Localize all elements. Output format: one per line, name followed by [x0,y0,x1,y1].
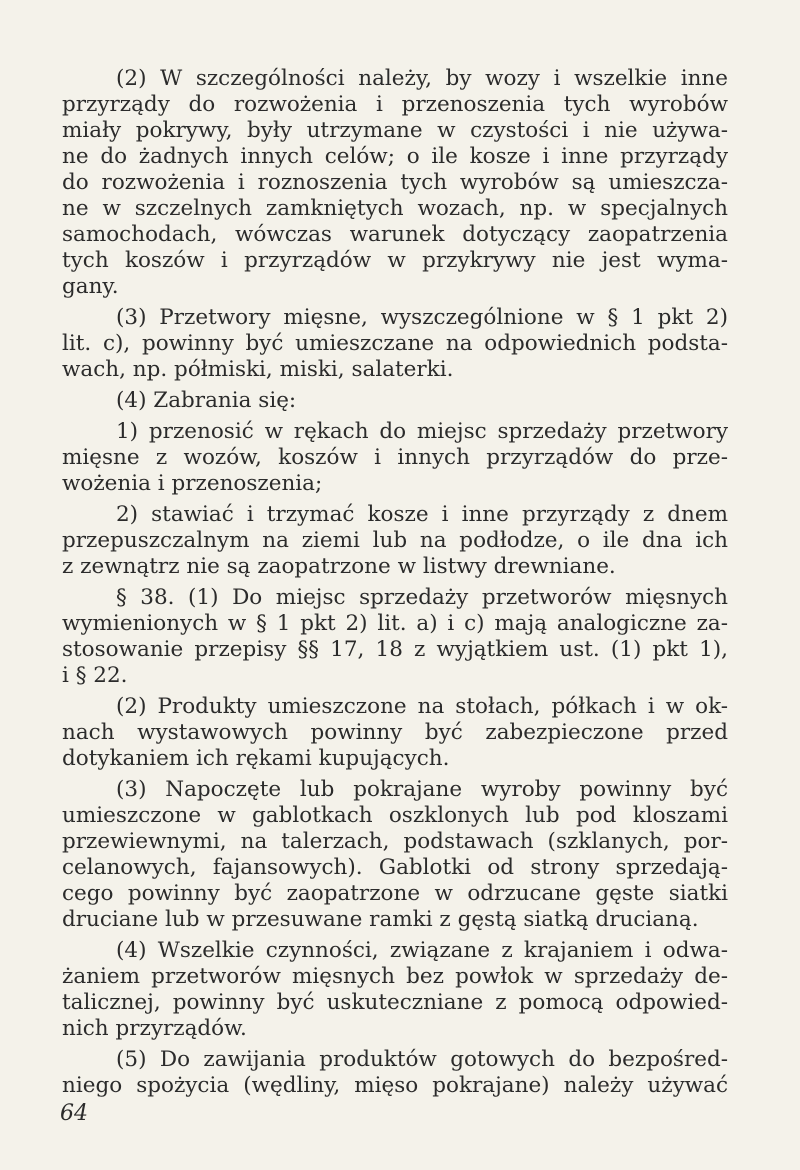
text-line: druciane lub w przesuwane ramki z gęstą siatką drucianą. [62,907,699,932]
text-line: (2) Produkty umieszczone na stołach, półkach i w ok- [116,694,728,719]
text-line: cego powinny być zaopatrzone w odrzucane gęste siatki [62,881,728,906]
text-line: nich przyrządów. [62,1016,247,1041]
text-line: stosowanie przepisy §§ 17, 18 z wyjątkiem ust. (1) pkt 1), [62,637,728,662]
text-line: mięsne z wozów, koszów i innych przyrządów do prze- [62,445,728,470]
text-line: 2) stawiać i trzymać kosze i inne przyrządy z dnem [116,502,728,527]
text-line: ne w szczelnych zamkniętych wozach, np. w specjalnych [62,196,728,221]
text-line: (4) Zabrania się: [116,388,297,413]
text-line: wymienionych w § 1 pkt 2) lit. a) i c) mają analogiczne za- [62,611,728,636]
text-line: (2) W szczególności należy, by wozy i wszelkie inne [116,66,728,91]
text-line: (4) Wszelkie czynności, związane z krajaniem i odwa- [116,938,728,963]
text-line: 1) przenosić w rękach do miejsc sprzedaży przetwory [116,419,728,444]
text-line: nach wystawowych powinny być zabezpieczone przed [62,720,728,745]
text-line: celanowych, fajansowych). Gablotki od strony sprzedają- [62,855,728,880]
text-line: przewiewnymi, na talerzach, podstawach (szklanych, por- [62,829,728,854]
text-line: przyrządy do rozwożenia i przenoszenia tych wyrobów [62,92,728,117]
text-line: (3) Przetwory mięsne, wyszczególnione w § 1 pkt 2) [116,305,728,330]
text-line: samochodach, wówczas warunek dotyczący zaopatrzenia [62,222,728,247]
text-line: lit. c), powinny być umieszczane na odpowiednich podsta- [62,331,728,356]
text-line: wożenia i przenoszenia; [62,471,323,496]
text-line: gany. [62,274,119,299]
text-line: tych koszów i przyrządów w przykrywy nie jest wyma- [62,248,728,273]
text-line: i § 22. [62,663,128,688]
text-line: miały pokrywy, były utrzymane w czystości i nie używa- [62,118,728,143]
page-number: 64 [60,1101,88,1126]
text-line: do rozwożenia i roznoszenia tych wyrobów są umieszcza- [62,170,728,195]
text-line: przepuszczalnym na ziemi lub na podłodze, o ile dna ich [62,528,728,553]
text-line: z zewnątrz nie są zaopatrzone w listwy drewniane. [62,554,616,579]
text-line: wach, np. półmiski, miski, salaterki. [62,357,454,382]
text-line: żaniem przetworów mięsnych bez powłok w sprzedaży de- [62,964,728,989]
text-line: (3) Napoczęte lub pokrajane wyroby powinny być [116,777,728,802]
text-line: ne do żadnych innych celów; o ile kosze i inne przyrządy [62,144,728,169]
text-line: § 38. (1) Do miejsc sprzedaży przetworów mięsnych [116,585,728,610]
text-line: dotykaniem ich rękami kupujących. [62,746,450,771]
text-line: umieszczone w gablotkach oszklonych lub pod kloszami [62,803,728,828]
body-text [62,66,728,1099]
text-line: (5) Do zawijania produktów gotowych do bezpośred- [116,1047,728,1072]
text-line: niego spożycia (wędliny, mięso pokrajane) należy używać [62,1073,728,1098]
text-line: talicznej, powinny być uskuteczniane z pomocą odpowied- [62,990,728,1015]
